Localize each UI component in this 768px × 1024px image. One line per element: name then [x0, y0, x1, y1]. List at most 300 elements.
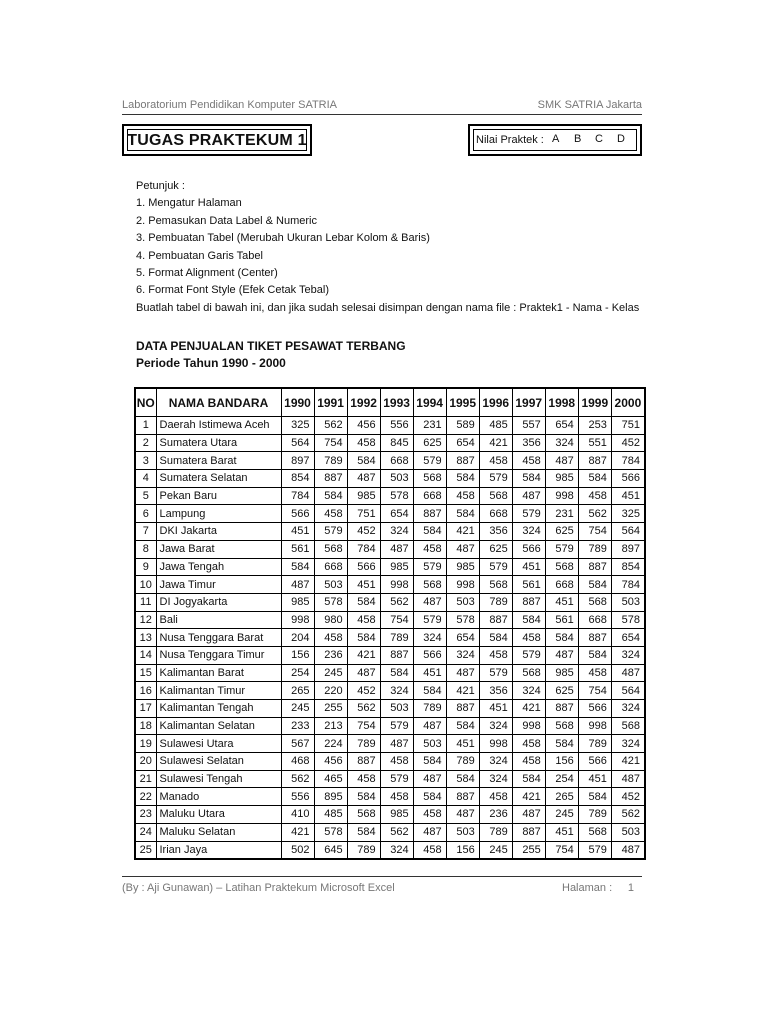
value-cell: 421	[446, 682, 479, 700]
value-cell: 668	[545, 576, 578, 594]
value-cell: 584	[347, 788, 380, 806]
value-cell: 564	[611, 682, 645, 700]
value-cell: 324	[446, 646, 479, 664]
row-number-cell: 19	[135, 735, 156, 753]
value-cell: 485	[314, 806, 347, 824]
value-cell: 421	[512, 788, 545, 806]
value-cell: 654	[611, 629, 645, 647]
value-cell: 451	[512, 558, 545, 576]
row-number-cell: 21	[135, 770, 156, 788]
value-cell: 324	[380, 523, 413, 541]
value-cell: 789	[446, 753, 479, 771]
airport-name-cell: Nusa Tenggara Timur	[156, 646, 281, 664]
value-cell: 564	[611, 523, 645, 541]
table-row	[135, 646, 645, 664]
column-header: 2000	[611, 388, 645, 417]
value-cell: 458	[479, 646, 512, 664]
data-title: DATA PENJUALAN TIKET PESAWAT TERBANG	[136, 339, 406, 353]
value-cell: 567	[281, 735, 314, 753]
value-cell: 487	[347, 470, 380, 488]
value-cell: 556	[281, 788, 314, 806]
value-cell: 421	[611, 753, 645, 771]
value-cell: 231	[413, 417, 446, 435]
value-cell: 451	[578, 770, 611, 788]
airport-name-cell: Pekan Baru	[156, 487, 281, 505]
value-cell: 845	[380, 434, 413, 452]
airport-name-cell: Maluku Selatan	[156, 823, 281, 841]
value-cell: 253	[578, 417, 611, 435]
value-cell: 503	[611, 823, 645, 841]
value-cell: 789	[479, 823, 512, 841]
value-cell: 557	[512, 417, 545, 435]
row-number-cell: 13	[135, 629, 156, 647]
value-cell: 584	[578, 788, 611, 806]
value-cell: 456	[347, 417, 380, 435]
table-header-row	[135, 388, 645, 417]
value-cell: 452	[347, 523, 380, 541]
value-cell: 245	[479, 841, 512, 859]
airport-name-cell: Sumatera Selatan	[156, 470, 281, 488]
value-cell: 625	[545, 682, 578, 700]
page-footer	[122, 882, 642, 896]
value-cell: 458	[413, 841, 446, 859]
value-cell: 255	[314, 700, 347, 718]
table-row	[135, 470, 645, 488]
value-cell: 584	[347, 823, 380, 841]
value-cell: 754	[545, 841, 578, 859]
value-cell: 887	[578, 558, 611, 576]
value-cell: 487	[446, 664, 479, 682]
value-cell: 325	[281, 417, 314, 435]
value-cell: 204	[281, 629, 314, 647]
airport-name-cell: Nusa Tenggara Barat	[156, 629, 281, 647]
column-header: 1994	[413, 388, 446, 417]
value-cell: 458	[446, 487, 479, 505]
value-cell: 324	[611, 735, 645, 753]
airport-name-cell: Sulawesi Tengah	[156, 770, 281, 788]
value-cell: 458	[512, 629, 545, 647]
header-right: SMK SATRIA Jakarta	[537, 99, 642, 111]
value-cell: 887	[578, 629, 611, 647]
value-cell: 458	[347, 770, 380, 788]
title-box	[122, 124, 312, 156]
value-cell: 784	[611, 576, 645, 594]
value-cell: 562	[380, 593, 413, 611]
value-cell: 784	[347, 540, 380, 558]
value-cell: 503	[446, 823, 479, 841]
grade-d: D	[617, 133, 625, 145]
value-cell: 578	[314, 593, 347, 611]
value-cell: 668	[578, 611, 611, 629]
value-cell: 579	[545, 540, 578, 558]
page-label: Halaman :	[562, 882, 613, 894]
table-row	[135, 806, 645, 824]
value-cell: 556	[380, 417, 413, 435]
value-cell: 566	[611, 470, 645, 488]
value-cell: 887	[446, 788, 479, 806]
value-cell: 254	[545, 770, 578, 788]
table-row	[135, 417, 645, 435]
value-cell: 584	[545, 735, 578, 753]
instruction-line: Petunjuk :	[136, 180, 185, 192]
row-number-cell: 2	[135, 434, 156, 452]
value-cell: 487	[413, 717, 446, 735]
page-header	[122, 99, 642, 113]
row-number-cell: 3	[135, 452, 156, 470]
value-cell: 754	[380, 611, 413, 629]
value-cell: 562	[578, 505, 611, 523]
value-cell: 468	[281, 753, 314, 771]
value-cell: 265	[281, 682, 314, 700]
value-cell: 897	[611, 540, 645, 558]
value-cell: 568	[512, 664, 545, 682]
column-header: 1995	[446, 388, 479, 417]
value-cell: 458	[479, 452, 512, 470]
header-left: Laboratorium Pendidikan Komputer SATRIA	[122, 99, 338, 111]
value-cell: 625	[413, 434, 446, 452]
value-cell: 998	[446, 576, 479, 594]
value-cell: 568	[347, 806, 380, 824]
value-cell: 784	[611, 452, 645, 470]
airport-name-cell: Manado	[156, 788, 281, 806]
value-cell: 236	[479, 806, 512, 824]
airport-name-cell: Kalimantan Selatan	[156, 717, 281, 735]
value-cell: 324	[380, 682, 413, 700]
value-cell: 584	[479, 629, 512, 647]
value-cell: 568	[314, 540, 347, 558]
value-cell: 458	[512, 735, 545, 753]
value-cell: 579	[413, 611, 446, 629]
nilai-box	[468, 124, 642, 156]
instruction-line: Buatlah tabel di bawah ini, dan jika sudah selesai disimpan dengan nama file : Praktek1 - Nama - Kelas	[136, 301, 640, 314]
value-cell: 566	[347, 558, 380, 576]
value-cell: 458	[413, 540, 446, 558]
row-number-cell: 10	[135, 576, 156, 594]
value-cell: 421	[281, 823, 314, 841]
value-cell: 451	[347, 576, 380, 594]
value-cell: 233	[281, 717, 314, 735]
value-cell: 451	[545, 823, 578, 841]
value-cell: 324	[380, 841, 413, 859]
value-cell: 487	[446, 540, 479, 558]
value-cell: 458	[314, 629, 347, 647]
value-cell: 985	[281, 593, 314, 611]
value-cell: 451	[611, 487, 645, 505]
value-cell: 998	[281, 611, 314, 629]
row-number-cell: 16	[135, 682, 156, 700]
row-number-cell: 17	[135, 700, 156, 718]
value-cell: 754	[578, 682, 611, 700]
table-row	[135, 664, 645, 682]
value-cell: 668	[413, 487, 446, 505]
value-cell: 324	[413, 629, 446, 647]
grade-a: A	[552, 133, 560, 145]
value-cell: 789	[380, 629, 413, 647]
value-cell: 487	[545, 646, 578, 664]
value-cell: 324	[545, 434, 578, 452]
value-cell: 589	[446, 417, 479, 435]
airport-name-cell: Bali	[156, 611, 281, 629]
value-cell: 625	[479, 540, 512, 558]
value-cell: 668	[380, 452, 413, 470]
value-cell: 751	[347, 505, 380, 523]
value-cell: 887	[314, 470, 347, 488]
value-cell: 754	[347, 717, 380, 735]
value-cell: 854	[611, 558, 645, 576]
value-cell: 578	[446, 611, 479, 629]
value-cell: 584	[512, 770, 545, 788]
value-cell: 895	[314, 788, 347, 806]
value-cell: 579	[479, 558, 512, 576]
grade-b: B	[574, 133, 582, 145]
column-header: 1992	[347, 388, 380, 417]
value-cell: 568	[479, 487, 512, 505]
value-cell: 998	[380, 576, 413, 594]
value-cell: 502	[281, 841, 314, 859]
value-cell: 503	[380, 700, 413, 718]
value-cell: 578	[611, 611, 645, 629]
value-cell: 561	[512, 576, 545, 594]
value-cell: 887	[347, 753, 380, 771]
value-cell: 458	[479, 788, 512, 806]
value-cell: 625	[545, 523, 578, 541]
table-row	[135, 593, 645, 611]
value-cell: 458	[578, 487, 611, 505]
row-number-cell: 22	[135, 788, 156, 806]
value-cell: 487	[512, 487, 545, 505]
value-cell: 789	[578, 540, 611, 558]
value-cell: 156	[545, 753, 578, 771]
column-header: 1996	[479, 388, 512, 417]
value-cell: 458	[380, 753, 413, 771]
value-cell: 579	[380, 770, 413, 788]
value-cell: 887	[479, 611, 512, 629]
value-cell: 451	[413, 664, 446, 682]
value-cell: 254	[281, 664, 314, 682]
airport-name-cell: Sumatera Utara	[156, 434, 281, 452]
value-cell: 584	[413, 753, 446, 771]
value-cell: 980	[314, 611, 347, 629]
value-cell: 668	[479, 505, 512, 523]
row-number-cell: 5	[135, 487, 156, 505]
row-number-cell: 4	[135, 470, 156, 488]
value-cell: 668	[314, 558, 347, 576]
value-cell: 421	[446, 523, 479, 541]
airport-name-cell: DKI Jakarta	[156, 523, 281, 541]
value-cell: 998	[512, 717, 545, 735]
value-cell: 220	[314, 682, 347, 700]
value-cell: 754	[314, 434, 347, 452]
value-cell: 584	[380, 664, 413, 682]
value-cell: 579	[512, 646, 545, 664]
value-cell: 584	[347, 452, 380, 470]
value-cell: 579	[413, 452, 446, 470]
value-cell: 654	[545, 417, 578, 435]
value-cell: 998	[479, 735, 512, 753]
value-cell: 645	[314, 841, 347, 859]
table-row	[135, 629, 645, 647]
value-cell: 998	[545, 487, 578, 505]
value-cell: 324	[512, 523, 545, 541]
column-header: NO	[135, 388, 156, 417]
value-cell: 245	[545, 806, 578, 824]
value-cell: 213	[314, 717, 347, 735]
table-row	[135, 452, 645, 470]
value-cell: 584	[545, 629, 578, 647]
table-row	[135, 717, 645, 735]
value-cell: 751	[611, 417, 645, 435]
value-cell: 485	[479, 417, 512, 435]
value-cell: 584	[578, 470, 611, 488]
row-number-cell: 14	[135, 646, 156, 664]
value-cell: 451	[281, 523, 314, 541]
value-cell: 985	[545, 664, 578, 682]
instruction-line: 5. Format Alignment (Center)	[136, 267, 278, 280]
value-cell: 324	[512, 682, 545, 700]
value-cell: 356	[479, 523, 512, 541]
value-cell: 789	[413, 700, 446, 718]
value-cell: 985	[380, 558, 413, 576]
column-header: NAMA BANDARA	[156, 388, 281, 417]
airport-name-cell: Sumatera Barat	[156, 452, 281, 470]
value-cell: 887	[512, 823, 545, 841]
column-header: 1991	[314, 388, 347, 417]
airport-name-cell: Jawa Tengah	[156, 558, 281, 576]
value-cell: 562	[347, 700, 380, 718]
value-cell: 487	[611, 841, 645, 859]
value-cell: 265	[545, 788, 578, 806]
value-cell: 487	[347, 664, 380, 682]
airport-name-cell: Lampung	[156, 505, 281, 523]
value-cell: 584	[578, 646, 611, 664]
value-cell: 887	[578, 452, 611, 470]
value-cell: 566	[281, 505, 314, 523]
value-cell: 324	[611, 646, 645, 664]
value-cell: 551	[578, 434, 611, 452]
value-cell: 584	[314, 487, 347, 505]
airport-name-cell: Jawa Timur	[156, 576, 281, 594]
table-row	[135, 487, 645, 505]
value-cell: 568	[545, 558, 578, 576]
table-body	[135, 417, 645, 860]
column-header: 1993	[380, 388, 413, 417]
value-cell: 465	[314, 770, 347, 788]
page-title: TUGAS PRAKTEKUM 1	[127, 132, 307, 149]
value-cell: 985	[380, 806, 413, 824]
value-cell: 654	[446, 434, 479, 452]
value-cell: 985	[347, 487, 380, 505]
value-cell: 458	[512, 753, 545, 771]
grade-c: C	[595, 133, 603, 145]
value-cell: 579	[512, 505, 545, 523]
value-cell: 754	[578, 523, 611, 541]
value-cell: 245	[281, 700, 314, 718]
value-cell: 503	[446, 593, 479, 611]
value-cell: 421	[347, 646, 380, 664]
value-cell: 503	[380, 470, 413, 488]
value-cell: 325	[611, 505, 645, 523]
value-cell: 566	[578, 700, 611, 718]
value-cell: 789	[347, 735, 380, 753]
value-cell: 566	[512, 540, 545, 558]
value-cell: 568	[611, 717, 645, 735]
value-cell: 356	[512, 434, 545, 452]
row-number-cell: 23	[135, 806, 156, 824]
table-row	[135, 753, 645, 771]
value-cell: 654	[380, 505, 413, 523]
value-cell: 568	[413, 470, 446, 488]
instruction-line: 4. Pembuatan Garis Tabel	[136, 249, 263, 262]
value-cell: 562	[281, 770, 314, 788]
value-cell: 487	[413, 823, 446, 841]
airport-name-cell: Irian Jaya	[156, 841, 281, 859]
value-cell: 458	[380, 788, 413, 806]
value-cell: 458	[578, 664, 611, 682]
value-cell: 452	[611, 434, 645, 452]
value-cell: 789	[347, 841, 380, 859]
value-cell: 568	[479, 576, 512, 594]
value-cell: 452	[347, 682, 380, 700]
row-number-cell: 1	[135, 417, 156, 435]
value-cell: 584	[446, 470, 479, 488]
row-number-cell: 25	[135, 841, 156, 859]
row-number-cell: 15	[135, 664, 156, 682]
table-row	[135, 735, 645, 753]
value-cell: 458	[413, 806, 446, 824]
value-cell: 985	[545, 470, 578, 488]
value-cell: 324	[479, 770, 512, 788]
row-number-cell: 7	[135, 523, 156, 541]
value-cell: 456	[314, 753, 347, 771]
value-cell: 584	[413, 682, 446, 700]
value-cell: 487	[611, 770, 645, 788]
value-cell: 887	[512, 593, 545, 611]
value-cell: 584	[446, 770, 479, 788]
airport-name-cell: Sulawesi Utara	[156, 735, 281, 753]
value-cell: 458	[512, 452, 545, 470]
value-cell: 156	[446, 841, 479, 859]
table-row	[135, 611, 645, 629]
value-cell: 568	[545, 717, 578, 735]
value-cell: 789	[479, 593, 512, 611]
page-number: 1	[627, 882, 634, 894]
row-number-cell: 24	[135, 823, 156, 841]
value-cell: 579	[479, 470, 512, 488]
value-cell: 421	[479, 434, 512, 452]
value-cell: 579	[578, 841, 611, 859]
value-cell: 566	[413, 646, 446, 664]
instruction-line: 1. Mengatur Halaman	[136, 197, 242, 210]
value-cell: 503	[413, 735, 446, 753]
value-cell: 584	[512, 470, 545, 488]
value-cell: 245	[314, 664, 347, 682]
column-header: 1990	[281, 388, 314, 417]
value-cell: 562	[611, 806, 645, 824]
value-cell: 584	[446, 717, 479, 735]
airport-name-cell: Maluku Utara	[156, 806, 281, 824]
value-cell: 562	[380, 823, 413, 841]
value-cell: 985	[446, 558, 479, 576]
value-cell: 887	[545, 700, 578, 718]
value-cell: 421	[512, 700, 545, 718]
value-cell: 887	[446, 452, 479, 470]
value-cell: 561	[281, 540, 314, 558]
table-row	[135, 823, 645, 841]
row-number-cell: 11	[135, 593, 156, 611]
value-cell: 487	[545, 452, 578, 470]
footer-rule	[122, 876, 642, 877]
value-cell: 452	[611, 788, 645, 806]
